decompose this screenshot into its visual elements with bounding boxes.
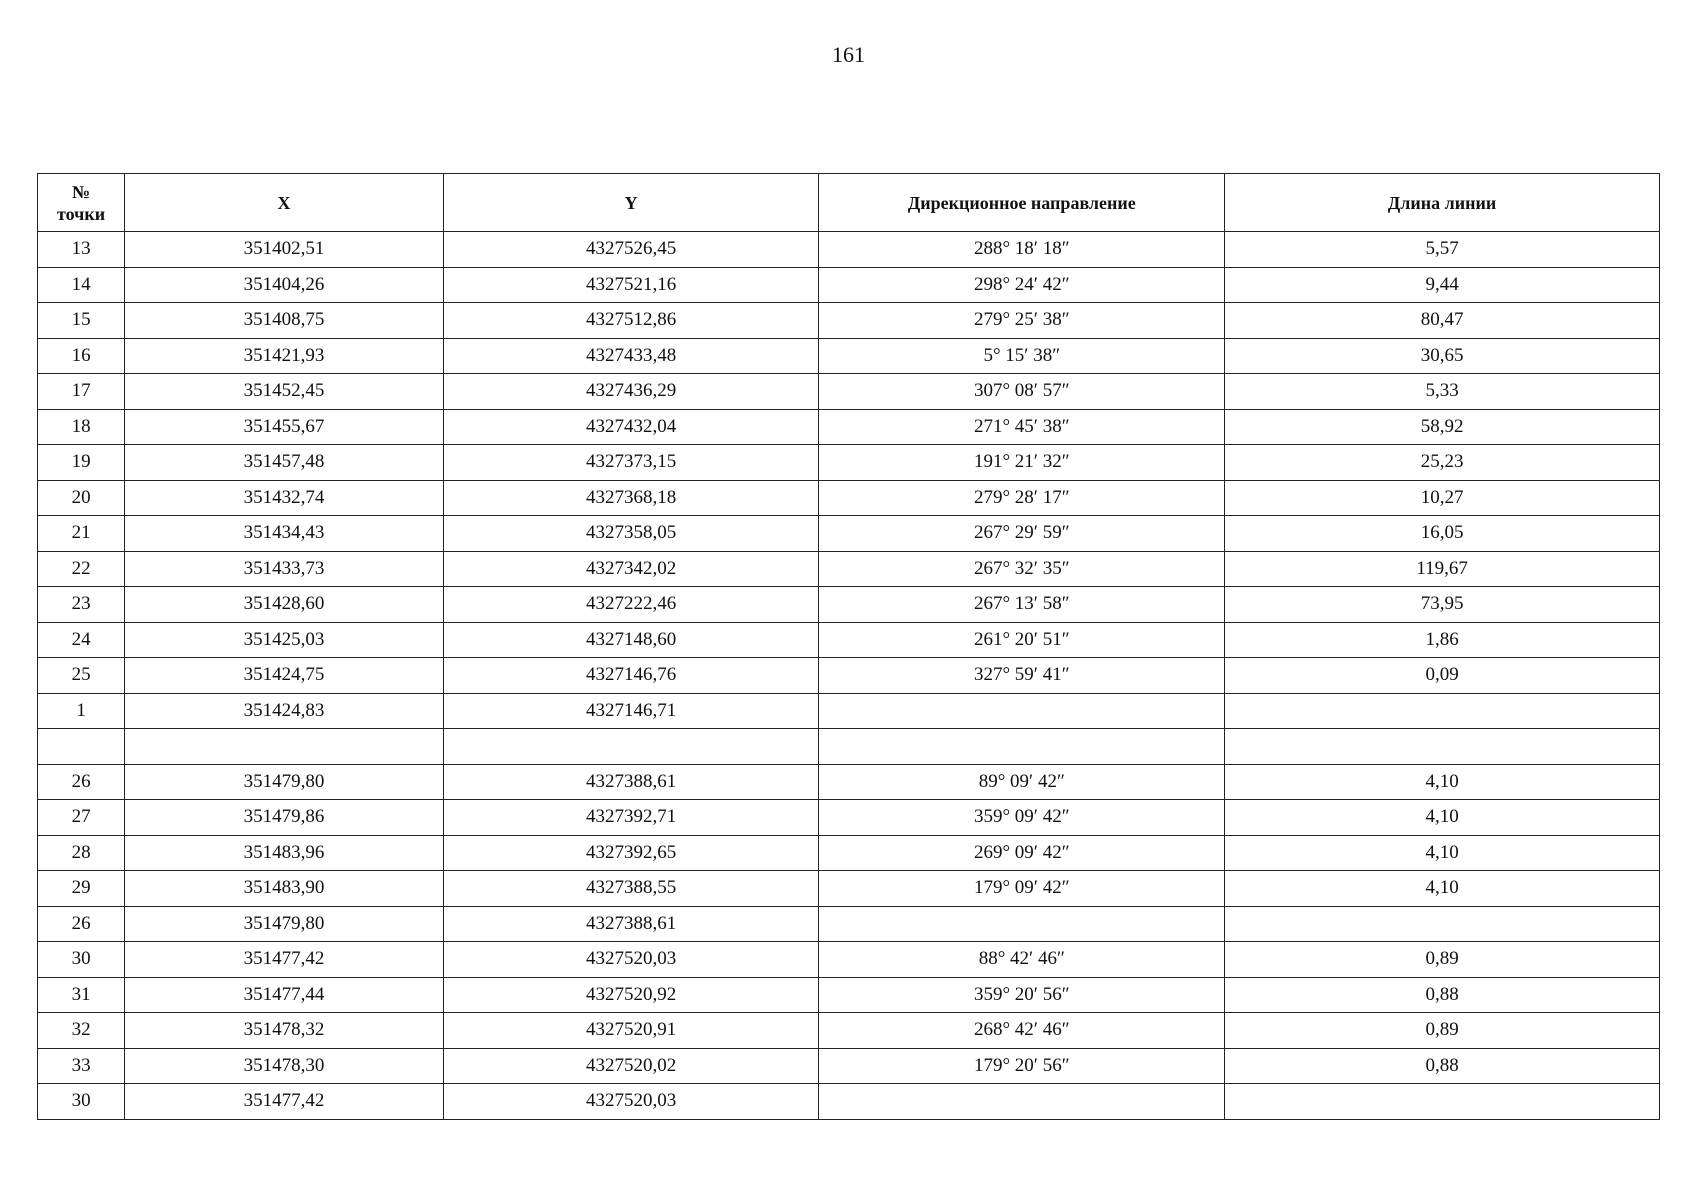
cell-x: 351479,80 (125, 764, 444, 800)
cell-direction (819, 729, 1225, 765)
cell-direction: 191° 21′ 32″ (819, 445, 1225, 481)
cell-y: 4327520,92 (443, 977, 819, 1013)
table-row (38, 693, 1660, 729)
cell-direction: 268° 42′ 46″ (819, 1013, 1225, 1049)
cell-direction (819, 906, 1225, 942)
table-row (38, 267, 1660, 303)
cell-x: 351477,44 (125, 977, 444, 1013)
cell-length: 0,89 (1225, 942, 1660, 978)
header-point-no (38, 174, 125, 232)
table-row (38, 977, 1660, 1013)
table-row (38, 374, 1660, 410)
cell-direction: 5° 15′ 38″ (819, 338, 1225, 374)
table-row (38, 587, 1660, 623)
cell-length: 0,88 (1225, 1048, 1660, 1084)
cell-point-no: 31 (38, 977, 125, 1013)
cell-length: 16,05 (1225, 516, 1660, 552)
cell-x: 351479,80 (125, 906, 444, 942)
cell-x: 351455,67 (125, 409, 444, 445)
cell-point-no: 23 (38, 587, 125, 623)
cell-point-no: 26 (38, 764, 125, 800)
cell-y: 4327222,46 (443, 587, 819, 623)
header-row (38, 174, 1660, 232)
cell-direction (819, 693, 1225, 729)
cell-length: 4,10 (1225, 764, 1660, 800)
cell-x (125, 729, 444, 765)
table-row (38, 338, 1660, 374)
cell-y: 4327520,03 (443, 942, 819, 978)
cell-point-no: 30 (38, 942, 125, 978)
table-row (38, 1013, 1660, 1049)
cell-y: 4327520,91 (443, 1013, 819, 1049)
cell-y: 4327146,76 (443, 658, 819, 694)
cell-y: 4327520,02 (443, 1048, 819, 1084)
cell-y: 4327342,02 (443, 551, 819, 587)
cell-x: 351408,75 (125, 303, 444, 339)
table-row (38, 303, 1660, 339)
cell-length (1225, 1084, 1660, 1120)
cell-length: 30,65 (1225, 338, 1660, 374)
cell-point-no: 21 (38, 516, 125, 552)
cell-y: 4327526,45 (443, 232, 819, 268)
cell-point-no: 16 (38, 338, 125, 374)
table-row (38, 232, 1660, 268)
table-row (38, 1084, 1660, 1120)
table-header (38, 174, 1660, 232)
cell-x: 351452,45 (125, 374, 444, 410)
table-row (38, 871, 1660, 907)
cell-y: 4327146,71 (443, 693, 819, 729)
header-direction: Дирекционное направление (819, 174, 1225, 232)
cell-x: 351421,93 (125, 338, 444, 374)
cell-length: 119,67 (1225, 551, 1660, 587)
cell-y: 4327388,55 (443, 871, 819, 907)
coordinates-table (37, 173, 1660, 1120)
cell-x: 351434,43 (125, 516, 444, 552)
table-row (38, 480, 1660, 516)
table-row (38, 942, 1660, 978)
cell-y: 4327368,18 (443, 480, 819, 516)
cell-point-no (38, 729, 125, 765)
cell-y: 4327432,04 (443, 409, 819, 445)
cell-direction: 271° 45′ 38″ (819, 409, 1225, 445)
header-x: X (125, 174, 444, 232)
cell-point-no: 15 (38, 303, 125, 339)
header-length: Длина линии (1225, 174, 1660, 232)
cell-direction: 267° 13′ 58″ (819, 587, 1225, 623)
cell-point-no: 29 (38, 871, 125, 907)
cell-point-no: 22 (38, 551, 125, 587)
cell-direction: 179° 20′ 56″ (819, 1048, 1225, 1084)
cell-y: 4327521,16 (443, 267, 819, 303)
cell-length: 0,88 (1225, 977, 1660, 1013)
cell-direction: 359° 20′ 56″ (819, 977, 1225, 1013)
table-row (38, 658, 1660, 694)
cell-direction: 88° 42′ 46″ (819, 942, 1225, 978)
cell-y: 4327512,86 (443, 303, 819, 339)
cell-point-no: 18 (38, 409, 125, 445)
table-row (38, 516, 1660, 552)
cell-direction: 279° 25′ 38″ (819, 303, 1225, 339)
cell-x: 351428,60 (125, 587, 444, 623)
cell-x: 351457,48 (125, 445, 444, 481)
cell-point-no: 25 (38, 658, 125, 694)
cell-length (1225, 906, 1660, 942)
cell-length: 10,27 (1225, 480, 1660, 516)
cell-y: 4327392,65 (443, 835, 819, 871)
cell-direction: 269° 09′ 42″ (819, 835, 1225, 871)
cell-length: 5,33 (1225, 374, 1660, 410)
cell-x: 351424,83 (125, 693, 444, 729)
table-row (38, 551, 1660, 587)
cell-length: 1,86 (1225, 622, 1660, 658)
cell-y: 4327433,48 (443, 338, 819, 374)
cell-y: 4327148,60 (443, 622, 819, 658)
cell-point-no: 20 (38, 480, 125, 516)
table-body (38, 232, 1660, 1120)
table-row (38, 409, 1660, 445)
cell-direction: 179° 09′ 42″ (819, 871, 1225, 907)
page-number: 161 (832, 42, 865, 67)
cell-point-no: 24 (38, 622, 125, 658)
cell-point-no: 33 (38, 1048, 125, 1084)
cell-length: 73,95 (1225, 587, 1660, 623)
cell-x: 351483,96 (125, 835, 444, 871)
cell-length: 58,92 (1225, 409, 1660, 445)
table-row (38, 835, 1660, 871)
cell-y: 4327388,61 (443, 906, 819, 942)
cell-y: 4327392,71 (443, 800, 819, 836)
cell-y: 4327520,03 (443, 1084, 819, 1120)
cell-length (1225, 729, 1660, 765)
table-row (38, 906, 1660, 942)
cell-direction (819, 1084, 1225, 1120)
cell-y (443, 729, 819, 765)
cell-direction: 261° 20′ 51″ (819, 622, 1225, 658)
cell-point-no: 17 (38, 374, 125, 410)
cell-x: 351477,42 (125, 1084, 444, 1120)
cell-length (1225, 693, 1660, 729)
cell-length: 5,57 (1225, 232, 1660, 268)
cell-length: 4,10 (1225, 871, 1660, 907)
cell-length: 9,44 (1225, 267, 1660, 303)
cell-point-no: 14 (38, 267, 125, 303)
header-y: Y (443, 174, 819, 232)
cell-point-no: 26 (38, 906, 125, 942)
cell-y: 4327373,15 (443, 445, 819, 481)
cell-x: 351432,74 (125, 480, 444, 516)
cell-x: 351483,90 (125, 871, 444, 907)
cell-direction: 298° 24′ 42″ (819, 267, 1225, 303)
cell-x: 351478,30 (125, 1048, 444, 1084)
table-row (38, 800, 1660, 836)
table-row (38, 1048, 1660, 1084)
cell-x: 351425,03 (125, 622, 444, 658)
cell-point-no: 27 (38, 800, 125, 836)
cell-x: 351479,86 (125, 800, 444, 836)
cell-direction: 279° 28′ 17″ (819, 480, 1225, 516)
cell-point-no: 19 (38, 445, 125, 481)
cell-x: 351478,32 (125, 1013, 444, 1049)
cell-y: 4327436,29 (443, 374, 819, 410)
cell-direction: 267° 29′ 59″ (819, 516, 1225, 552)
cell-y: 4327388,61 (443, 764, 819, 800)
cell-x: 351404,26 (125, 267, 444, 303)
cell-x: 351424,75 (125, 658, 444, 694)
header-point-no-label: № точки (57, 181, 106, 224)
cell-length: 0,89 (1225, 1013, 1660, 1049)
cell-length: 80,47 (1225, 303, 1660, 339)
cell-point-no: 32 (38, 1013, 125, 1049)
cell-length: 0,09 (1225, 658, 1660, 694)
cell-direction: 307° 08′ 57″ (819, 374, 1225, 410)
cell-x: 351433,73 (125, 551, 444, 587)
cell-x: 351402,51 (125, 232, 444, 268)
cell-direction: 288° 18′ 18″ (819, 232, 1225, 268)
cell-point-no: 30 (38, 1084, 125, 1120)
cell-length: 4,10 (1225, 835, 1660, 871)
cell-length: 25,23 (1225, 445, 1660, 481)
table-row (38, 622, 1660, 658)
cell-length: 4,10 (1225, 800, 1660, 836)
table-row (38, 729, 1660, 765)
table-row (38, 764, 1660, 800)
cell-point-no: 1 (38, 693, 125, 729)
cell-x: 351477,42 (125, 942, 444, 978)
table-row (38, 445, 1660, 481)
cell-y: 4327358,05 (443, 516, 819, 552)
cell-point-no: 28 (38, 835, 125, 871)
cell-direction: 359° 09′ 42″ (819, 800, 1225, 836)
cell-point-no: 13 (38, 232, 125, 268)
cell-direction: 89° 09′ 42″ (819, 764, 1225, 800)
cell-direction: 267° 32′ 35″ (819, 551, 1225, 587)
cell-direction: 327° 59′ 41″ (819, 658, 1225, 694)
